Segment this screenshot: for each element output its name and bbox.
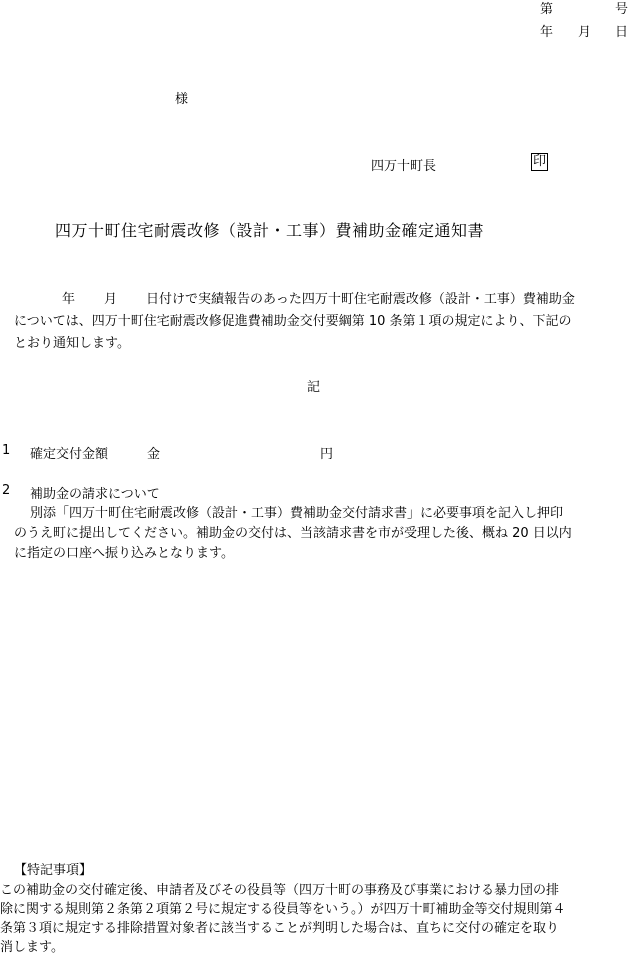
special-notes-line-2: 除に関する規則第２条第２項第２号に規定する役員等をいう。）が四万十町補助金等交付規則第４ [0,902,566,917]
document-number-prefix: 第 [540,2,554,17]
body-date-month: 月 [104,292,118,307]
item2-line-3: に指定の口座へ振り込みとなります。 [14,546,234,561]
body-line-2: については、四万十町住宅耐震改修促進費補助金交付要綱第 10 条第１項の規定により、下記の [14,314,572,329]
ki-heading: 記 [307,380,321,395]
body-date-year: 年 [62,292,76,307]
special-notes-heading: 【特記事項】 [14,863,93,878]
special-notes-line-1: この補助金の交付確定後、申請者及びその役員等（四万十町の事務及び事業における暴力団の排 [0,883,560,898]
item1-label: 確定交付金額 [30,447,109,462]
special-notes-line-4: 消します。 [0,940,64,955]
item1-number: 1 [2,443,11,458]
document-number-suffix: 号 [615,2,629,17]
issuer-name: 四万十町長 [371,159,437,174]
body-line-3: とおり通知します。 [14,336,130,351]
item2-heading: 補助金の請求について [30,487,160,502]
item2-line-1: 別添「四万十町住宅耐震改修（設計・工事）費補助金交付請求書」に必要事項を記入し押印 [30,506,564,521]
item2-line-2: のうえ町に提出してください。補助金の交付は、当該請求書を市が受理した後、概ね 20 日以内 [14,526,572,541]
body-line-1: 日付けで実績報告のあった四万十町住宅耐震改修（設計・工事）費補助金 [146,292,575,307]
special-notes-line-3: 条第３項に規定する排除措置対象者に該当することが判明した場合は、直ちに交付の確定を取り [0,921,560,936]
header-date-year: 年 [540,25,554,40]
item2-number: 2 [2,483,11,498]
addressee-suffix: 様 [175,92,189,107]
item1-amount-unit: 円 [320,447,334,462]
document-title: 四万十町住宅耐震改修（設計・工事）費補助金確定通知書 [55,221,485,240]
header-date-month: 月 [578,25,592,40]
header-date-day: 日 [615,25,629,40]
item1-amount-prefix: 金 [147,447,161,462]
seal-mark: 印 [533,154,547,169]
